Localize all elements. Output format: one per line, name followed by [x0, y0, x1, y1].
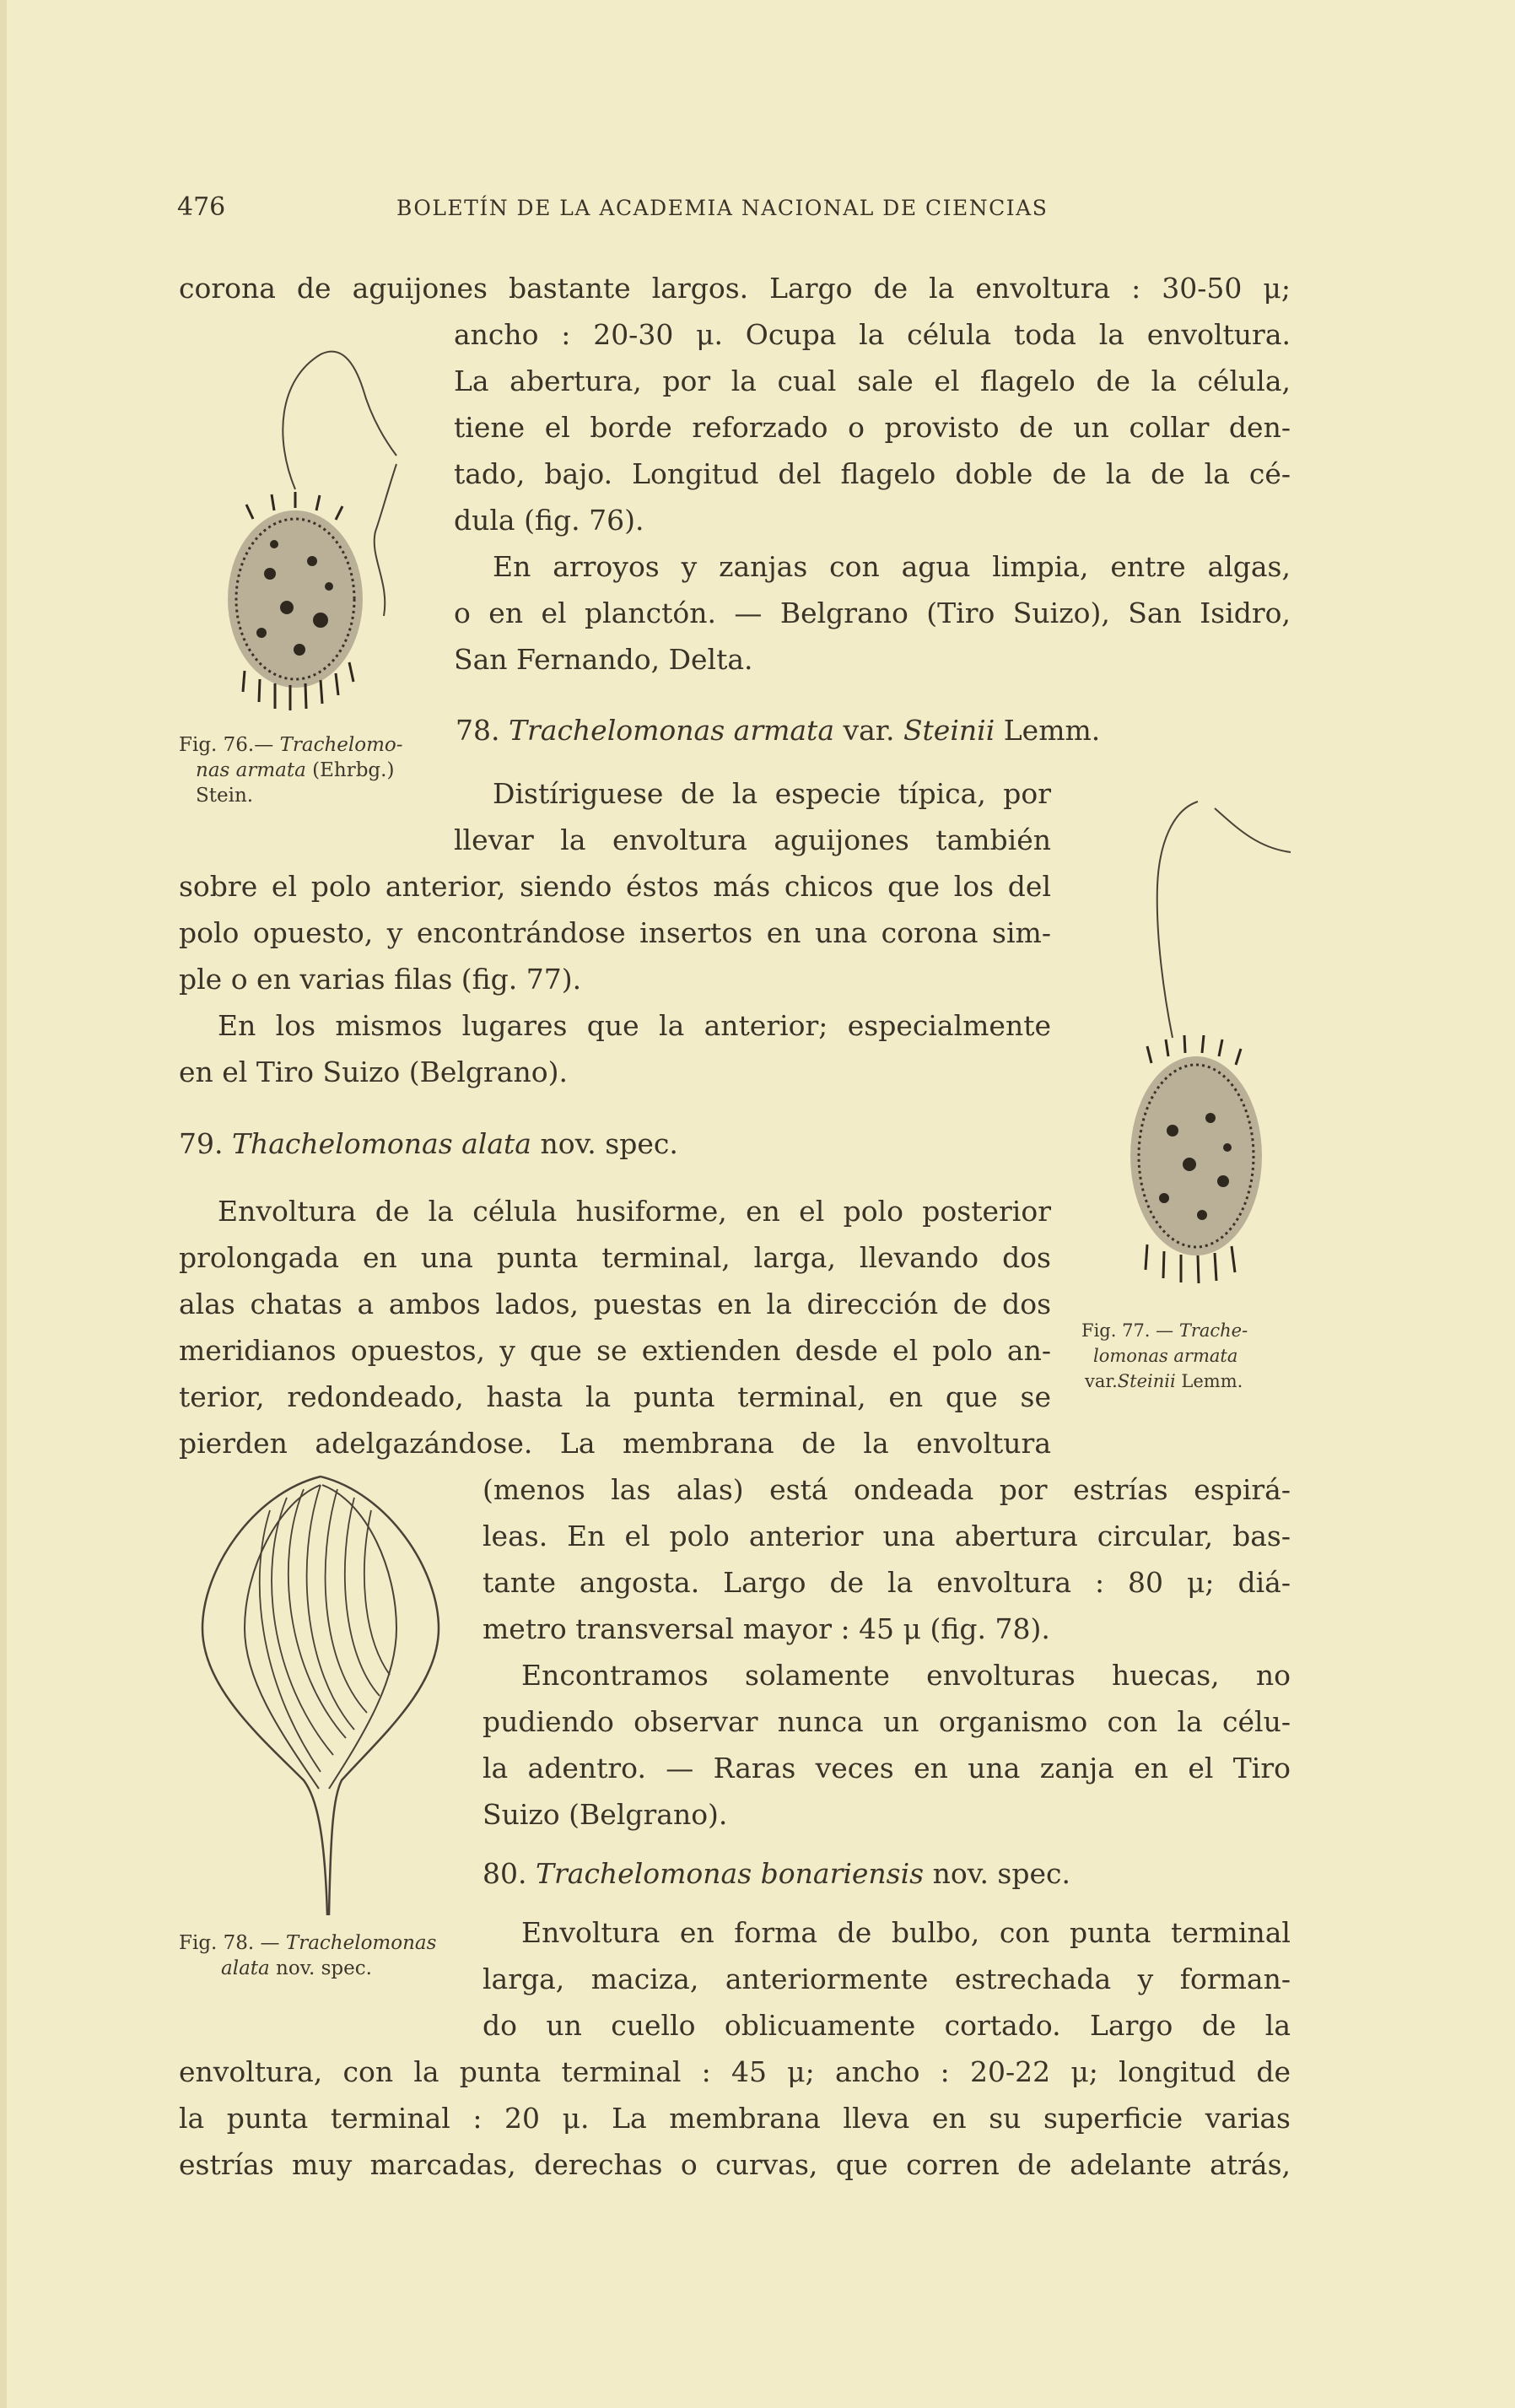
text-line: alas chatas a ambos lados, puestas en la dirección de dos: [179, 1288, 1051, 1320]
text-line: dula (fig. 76).: [454, 504, 644, 537]
text-line: en el Tiro Suizo (Belgrano).: [179, 1056, 568, 1088]
section-heading-78: 78. Trachelomonas armata var. Steinii Lemm.: [456, 714, 1101, 747]
text-line: pierden adelgazándose. La membrana de la envoltura: [179, 1427, 1051, 1460]
page-number: 476: [177, 192, 226, 222]
text-line: la adentro. — Raras veces en una zanja en el Tiro: [483, 1752, 1291, 1784]
text-line: llevar la envoltura aguijones también: [454, 823, 1051, 856]
figure-76-caption: nas armata (Ehrbg.): [196, 759, 395, 781]
text-line: Encontramos solamente envolturas huecas, no: [521, 1659, 1291, 1692]
text-line: Envoltura de la célula husiforme, en el polo posterior: [218, 1195, 1051, 1228]
figure-76-caption: Stein.: [196, 785, 254, 807]
text-line: estrías muy marcadas, derechas o curvas, que corren de adelante atrás,: [179, 2148, 1291, 2181]
text-line: corona de aguijones bastante largos. Largo de la envoltura : 30-50 μ;: [179, 272, 1291, 305]
figure-78-illustration: [177, 1460, 464, 1932]
text-line: polo opuesto, y encontrándose insertos en una corona sim-: [179, 916, 1051, 949]
text-line: ple o en varias filas (fig. 77).: [179, 963, 582, 996]
text-line: En arroyos y zanjas con agua limpia, entre algas,: [493, 550, 1291, 583]
text-line: tiene el borde reforzado o provisto de un collar den-: [454, 411, 1291, 444]
text-line: Suizo (Belgrano).: [483, 1798, 728, 1831]
text-line: larga, maciza, anteriormente estrechada y forman-: [483, 1963, 1291, 1995]
text-line: San Fernando, Delta.: [454, 643, 753, 676]
text-line: La abertura, por la cual sale el flagelo de la célula,: [454, 364, 1291, 397]
text-line: En los mismos lugares que la anterior; especialmente: [218, 1009, 1051, 1042]
text-line: la punta terminal : 20 μ. La membrana lleva en su superficie varias: [179, 2102, 1291, 2135]
text-line: sobre el polo anterior, siendo éstos más chicos que los del: [179, 870, 1051, 903]
figure-76-caption: Fig. 76.— Trachelomo-: [179, 734, 403, 756]
text-line: Distíriguese de la especie típica, por: [493, 777, 1051, 810]
text-line: leas. En el polo anterior una abertura circular, bas-: [483, 1520, 1291, 1552]
figure-76-illustration: [194, 337, 413, 717]
figure-77-illustration: [1063, 785, 1316, 1308]
figure-78-caption: Fig. 78. — Trachelomonas: [179, 1932, 437, 1954]
text-line: envoltura, con la punta terminal : 45 μ; ancho : 20-22 μ; longitud de: [179, 2055, 1291, 2088]
running-title: BOLETÍN DE LA ACADEMIA NACIONAL DE CIENCIAS: [396, 196, 1049, 220]
text-line: prolongada en una punta terminal, larga, llevando dos: [179, 1241, 1051, 1274]
page-edge: [0, 0, 7, 2408]
text-line: tado, bajo. Longitud del flagelo doble de la de la cé-: [454, 457, 1291, 490]
text-line: (menos las alas) está ondeada por estrías espirá-: [483, 1473, 1291, 1506]
figure-77-caption: Fig. 77. — Trache-: [1081, 1320, 1248, 1341]
figure-78-caption: alata nov. spec.: [221, 1957, 372, 1979]
text-line: pudiendo observar nunca un organismo con la célu-: [483, 1705, 1291, 1738]
text-line: meridianos opuestos, y que se extienden desde el polo an-: [179, 1334, 1051, 1367]
section-heading-80: 80. Trachelomonas bonariensis nov. spec.: [483, 1857, 1070, 1890]
text-line: metro transversal mayor : 45 μ (fig. 78).: [483, 1612, 1050, 1645]
text-line: do un cuello oblicuamente cortado. Largo de la: [483, 2009, 1291, 2042]
section-heading-79: 79. Thachelomonas alata nov. spec.: [179, 1127, 678, 1160]
text-line: Envoltura en forma de bulbo, con punta terminal: [521, 1916, 1291, 1949]
figure-77-caption: lomonas armata: [1093, 1346, 1238, 1366]
text-line: ancho : 20-30 μ. Ocupa la célula toda la envoltura.: [454, 318, 1291, 351]
figure-77-caption: var.Steinii Lemm.: [1085, 1371, 1243, 1391]
text-line: terior, redondeado, hasta la punta terminal, en que se: [179, 1380, 1051, 1413]
text-line: o en el planctón. — Belgrano (Tiro Suizo), San Isidro,: [454, 597, 1291, 629]
text-line: tante angosta. Largo de la envoltura : 80 μ; diá-: [483, 1566, 1291, 1599]
